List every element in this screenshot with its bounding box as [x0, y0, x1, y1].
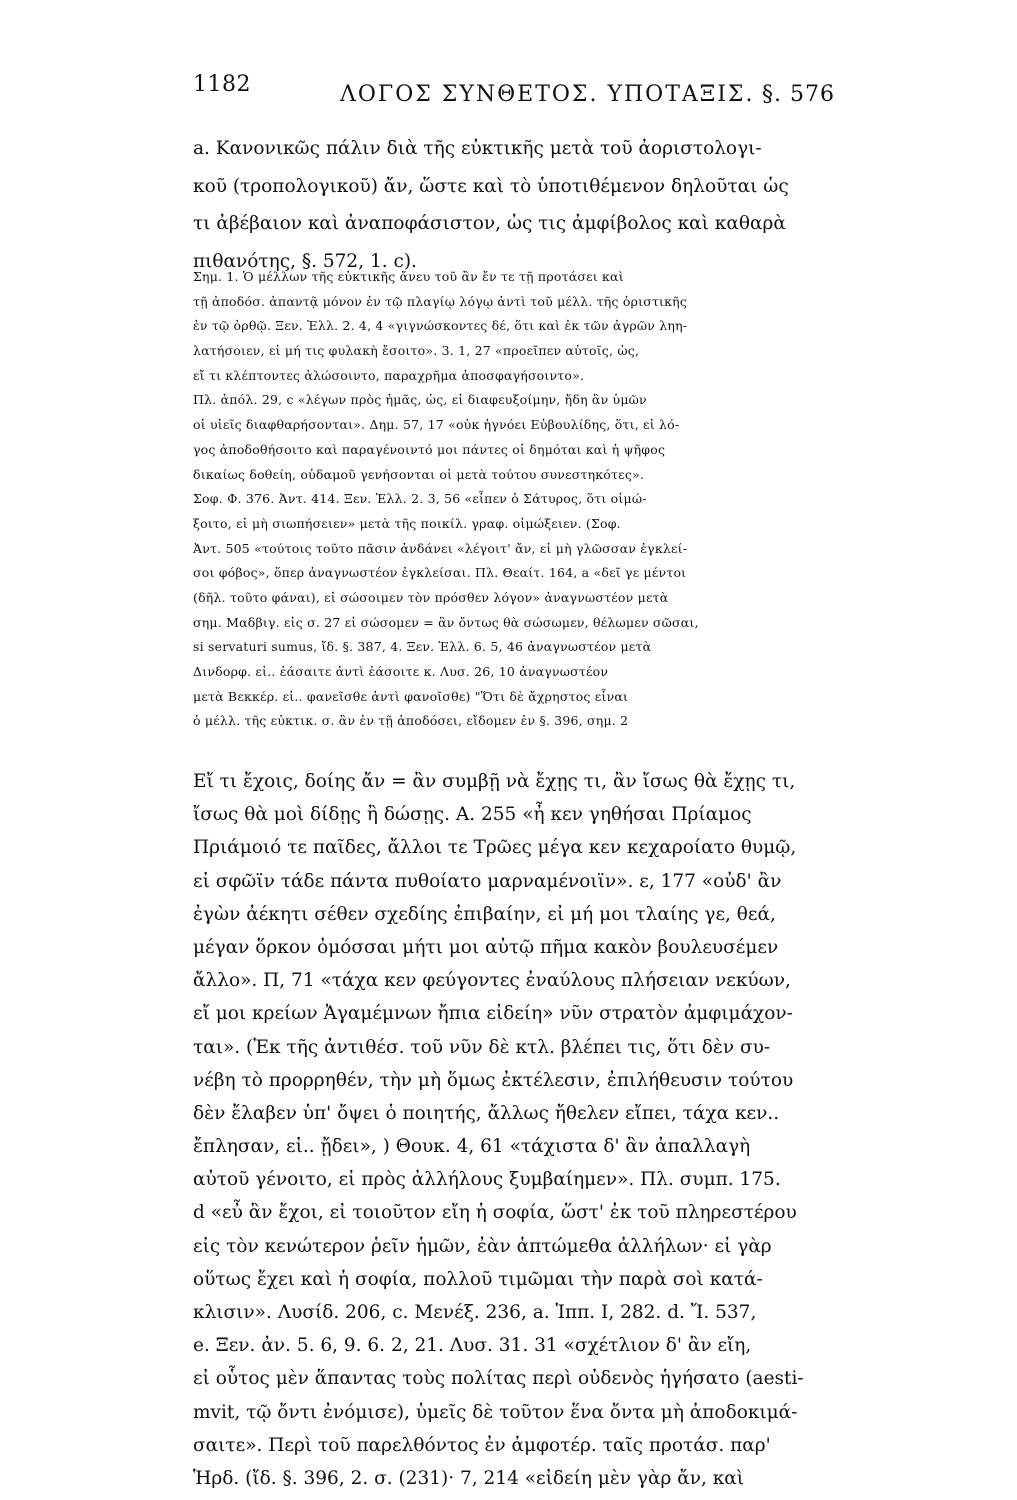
note-line: ἐν τῷ ὀρθῷ. Ξεν. Ἑλλ. 2. 4, 4 «γιγνώσκοντες δέ, ὅτι καὶ ἐκ τῶν ἀγρῶν ληη- [193, 318, 688, 334]
running-title: ΛΟΓΟΣ ΣΥΝΘΕΤΟΣ. ΥΠΟΤΑΞΙΣ. [340, 82, 755, 107]
example-line: εἰ οὗτος μὲν ἅπαντας τοὺς πολίτας περὶ οὐδενὸς ἡγήσατο (aesti- [193, 1368, 804, 1390]
example-line: mvit, τῷ ὄντι ἐνόμισε), ὑμεῖς δὲ τοῦτον ἕνα ὄντα μὴ ἀποδοκιμά- [193, 1401, 798, 1423]
example-line: οὕτως ἔχει καὶ ἡ σοφία, πολλοῦ τιμῶμαι τὴν παρὰ σοὶ κατά- [193, 1268, 763, 1290]
example-line: Εἴ τι ἔχοις, δοίης ἄν = ἂν συμβῇ νὰ ἔχῃς τι, ἂν ἴσως θὰ ἔχῃς τι, [193, 771, 796, 792]
note-line: Πλ. ἀπόλ. 29, c «λέγων πρὸς ἡμᾶς, ὡς, εἰ διαφευξοίμην, ἤδη ἂν ὑμῶν [193, 392, 647, 408]
note-line: εἴ τι κλέπτοντες ἁλώσοιντο, παραχρῆμα ἀποσφαγήσοιντο». [193, 367, 585, 383]
example-line: d «εὖ ἂν ἔχοι, εἰ τοιοῦτον εἴη ἡ σοφία, ὥστ' ἐκ τοῦ πληρεστέρου [193, 1202, 797, 1224]
note-line: οἱ υἱεῖς διαφθαρήσονται». Δημ. 57, 17 «οὐκ ἠγνόει Εὐβουλίδης, ὅτι, εἰ λό- [193, 417, 680, 433]
example-line: Πριάμοιό τε παῖδες, ἄλλοι τε Τρῶες μέγα κεν κεχαροίατο θυμῷ, [193, 837, 797, 859]
example-line: ἔπλησαν, εἰ.. ᾔδει», ) Θουκ. 4, 61 «τάχιστα δ' ἂν ἀπαλλαγὴ [193, 1136, 751, 1158]
example-line: σαιτε». Περὶ τοῦ παρελθόντος ἐν ἀμφοτέρ. ταῖς προτάσ. παρ' [193, 1434, 771, 1456]
note-line: σημ. Μαδβιγ. εἰς σ. 27 εἰ σώσομεν = ἂν ὄντως θὰ σώσωμεν, θέλωμεν σῶσαι, [193, 614, 699, 630]
example-line: κλισιν». Λυσίδ. 206, c. Μενέξ. 236, a. Ἱππ. I, 282. d. Ἴ. 537, [193, 1302, 757, 1323]
note-block [193, 265, 893, 734]
note-line: ὁ μέλλ. τῆς εὐκτικ. σ. ἂν ἐν τῇ ἀποδόσει, εἴδομεν ἐν §. 396, σημ. 2 [193, 713, 629, 729]
page-header [0, 0, 1017, 120]
section-number: §. 576 [762, 82, 835, 107]
note-line: γος ἀποδοθήσοιτο καὶ παραγένοιντό μοι πάντες οἱ δημόται καὶ ἡ ψῆφος [193, 441, 666, 457]
example-line: δὲν ἔλαβεν ὑπ' ὄψει ὁ ποιητής, ἄλλως ἤθελεν εἴπει, τάχα κεν.. [193, 1102, 780, 1124]
main-paragraph-line: a. Κανονικῶς πάλιν διὰ τῆς εὐκτικῆς μετὰ τοῦ ἀοριστολογι- [193, 138, 762, 159]
note-line: σοι φόβος», ὅπερ ἀναγνωστέον ἐγκλείσαι. Πλ. Θεαίτ. 164, a «δεῖ γε μέντοι [193, 565, 687, 581]
example-paragraph [193, 765, 893, 1495]
page-number: 1182 [193, 72, 251, 97]
example-line: ἐγὼν ἀέκητι σέθεν σχεδίης ἐπιβαίην, εἰ μή μοι τλαίης γε, θεά, [193, 903, 776, 925]
example-line: νέβη τὸ προρρηθέν, τὴν μὴ ὅμως ἐκτέλεσιν, ἐπιλήθευσιν τούτου [193, 1069, 794, 1091]
example-line: ἄλλο». Π, 71 «τάχα κεν φεύγοντες ἐναύλους πλήσειαν νεκύων, [193, 970, 791, 992]
example-line: Ἡρδ. (ἴδ. §. 396, 2. σ. (231)· 7, 214 «εἰδείη μὲν γὰρ ἄν, καὶ [193, 1467, 745, 1489]
note-line: τῇ ἀποδόσ. ἀπαντᾷ μόνον ἐν τῷ πλαγίῳ λόγῳ ἀντὶ τοῦ μέλλ. τῆς ὁριστικῆς [193, 293, 688, 309]
example-line: ται». (Ἐκ τῆς ἀντιθέσ. τοῦ νῦν δὲ κτλ. βλέπει τις, ὅτι δὲν συ- [193, 1036, 771, 1058]
example-line: εἴ μοι κρείων Ἀγαμέμνων ἤπια εἰδείη» νῦν στρατὸν ἀμφιμάχον- [193, 1003, 793, 1025]
note-line: Ἀντ. 505 «τούτοις τοῦτο πᾶσιν ἀνδάνει «λέγοιτ' ἄν, εἰ μὴ γλῶσσαν ἐγκλεί- [193, 540, 688, 556]
example-line: εἰς τὸν κενώτερον ῥεῖν ἡμῶν, ἐὰν ἁπτώμεθα ἀλλήλων· εἰ γὰρ [193, 1235, 772, 1257]
main-paragraph-line: τι ἀβέβαιον καὶ ἀναποφάσιστον, ὡς τις ἀμφίβολος καὶ καθαρὰ [193, 213, 786, 234]
example-line: e. Ξεν. ἀν. 5. 6, 9. 6. 2, 21. Λυσ. 31. 31 «σχέτλιον δ' ἂν εἴη, [193, 1335, 752, 1357]
example-line: εἰ σφῶϊν τάδε πάντα πυθοίατο μαρναμένοιϊν». ε, 177 «οὐδ' ἂν [193, 870, 782, 892]
main-paragraph-line: κοῦ (τροπολογικοῦ) ἄν, ὥστε καὶ τὸ ὑποτιθέμενον δηλοῦται ὡς [193, 175, 789, 197]
note-line: Δινδορφ. εἰ.. ἐάσαιτε ἀντὶ ἐάσοιτε κ. Λυσ. 26, 10 ἀναγνωστέον [193, 664, 609, 679]
note-line: λατήσοιεν, εἰ μή τις φυλακὴ ἔσοιτο». 3. 1, 27 «προεῖπεν αὐτοῖς, ὡς, [193, 343, 640, 359]
note-line: ξοιτο, εἰ μὴ σιωπήσειεν» μετὰ τῆς ποικίλ. γραφ. οἰμώξειεν. (Σοφ. [193, 515, 621, 531]
note-line: μετὰ Βεκκέρ. εἰ.. φανεῖσθε ἀντὶ φανοῖσθε) "Ὅτι δὲ ἄχρηστος εἶναι [193, 688, 629, 704]
example-line: ἴσως θὰ μοὶ δίδῃς ἢ δώσῃς. Α. 255 «ἦ κεν γηθήσαι Πρίαμος [193, 804, 752, 826]
example-line: αὐτοῦ γένοιτο, εἰ πρὸς ἀλλήλους ξυμβαίημεν». Πλ. συμπ. 175. [193, 1169, 781, 1191]
main-paragraph [193, 130, 893, 280]
note-line: si servaturi sumus, ἴδ. §. 387, 4. Ξεν. Ἑλλ. 6. 5, 46 ἀναγνωστέον μετὰ [193, 639, 652, 655]
note-line: Σημ. 1. Ὁ μέλλων τῆς εὐκτικῆς ἄνευ τοῦ ἂν ἔν τε τῇ προτάσει καὶ [193, 269, 624, 284]
note-line: δικαίως δοθείη, οὐδαμοῦ γενήσονται οἱ μετὰ τούτου συνεστηκότες». [193, 466, 645, 482]
example-line: μέγαν ὅρκον ὀμόσσαι μήτι μοι αὐτῷ πῆμα κακὸν βουλευσέμεν [193, 936, 779, 958]
note-line: Σοφ. Φ. 376. Ἀντ. 414. Ξεν. Ἑλλ. 2. 3, 56 «εἶπεν ὁ Σάτυρος, ὅτι οἰμώ- [193, 491, 647, 507]
main-paragraph-line: πιθανότης, §. 572, 1. c). [193, 250, 417, 272]
note-line: (δῆλ. τοῦτο φάναι), εἰ σώσοιμεν τὸν πρόσθεν λόγον» ἀναγνωστέον μετὰ [193, 589, 669, 605]
